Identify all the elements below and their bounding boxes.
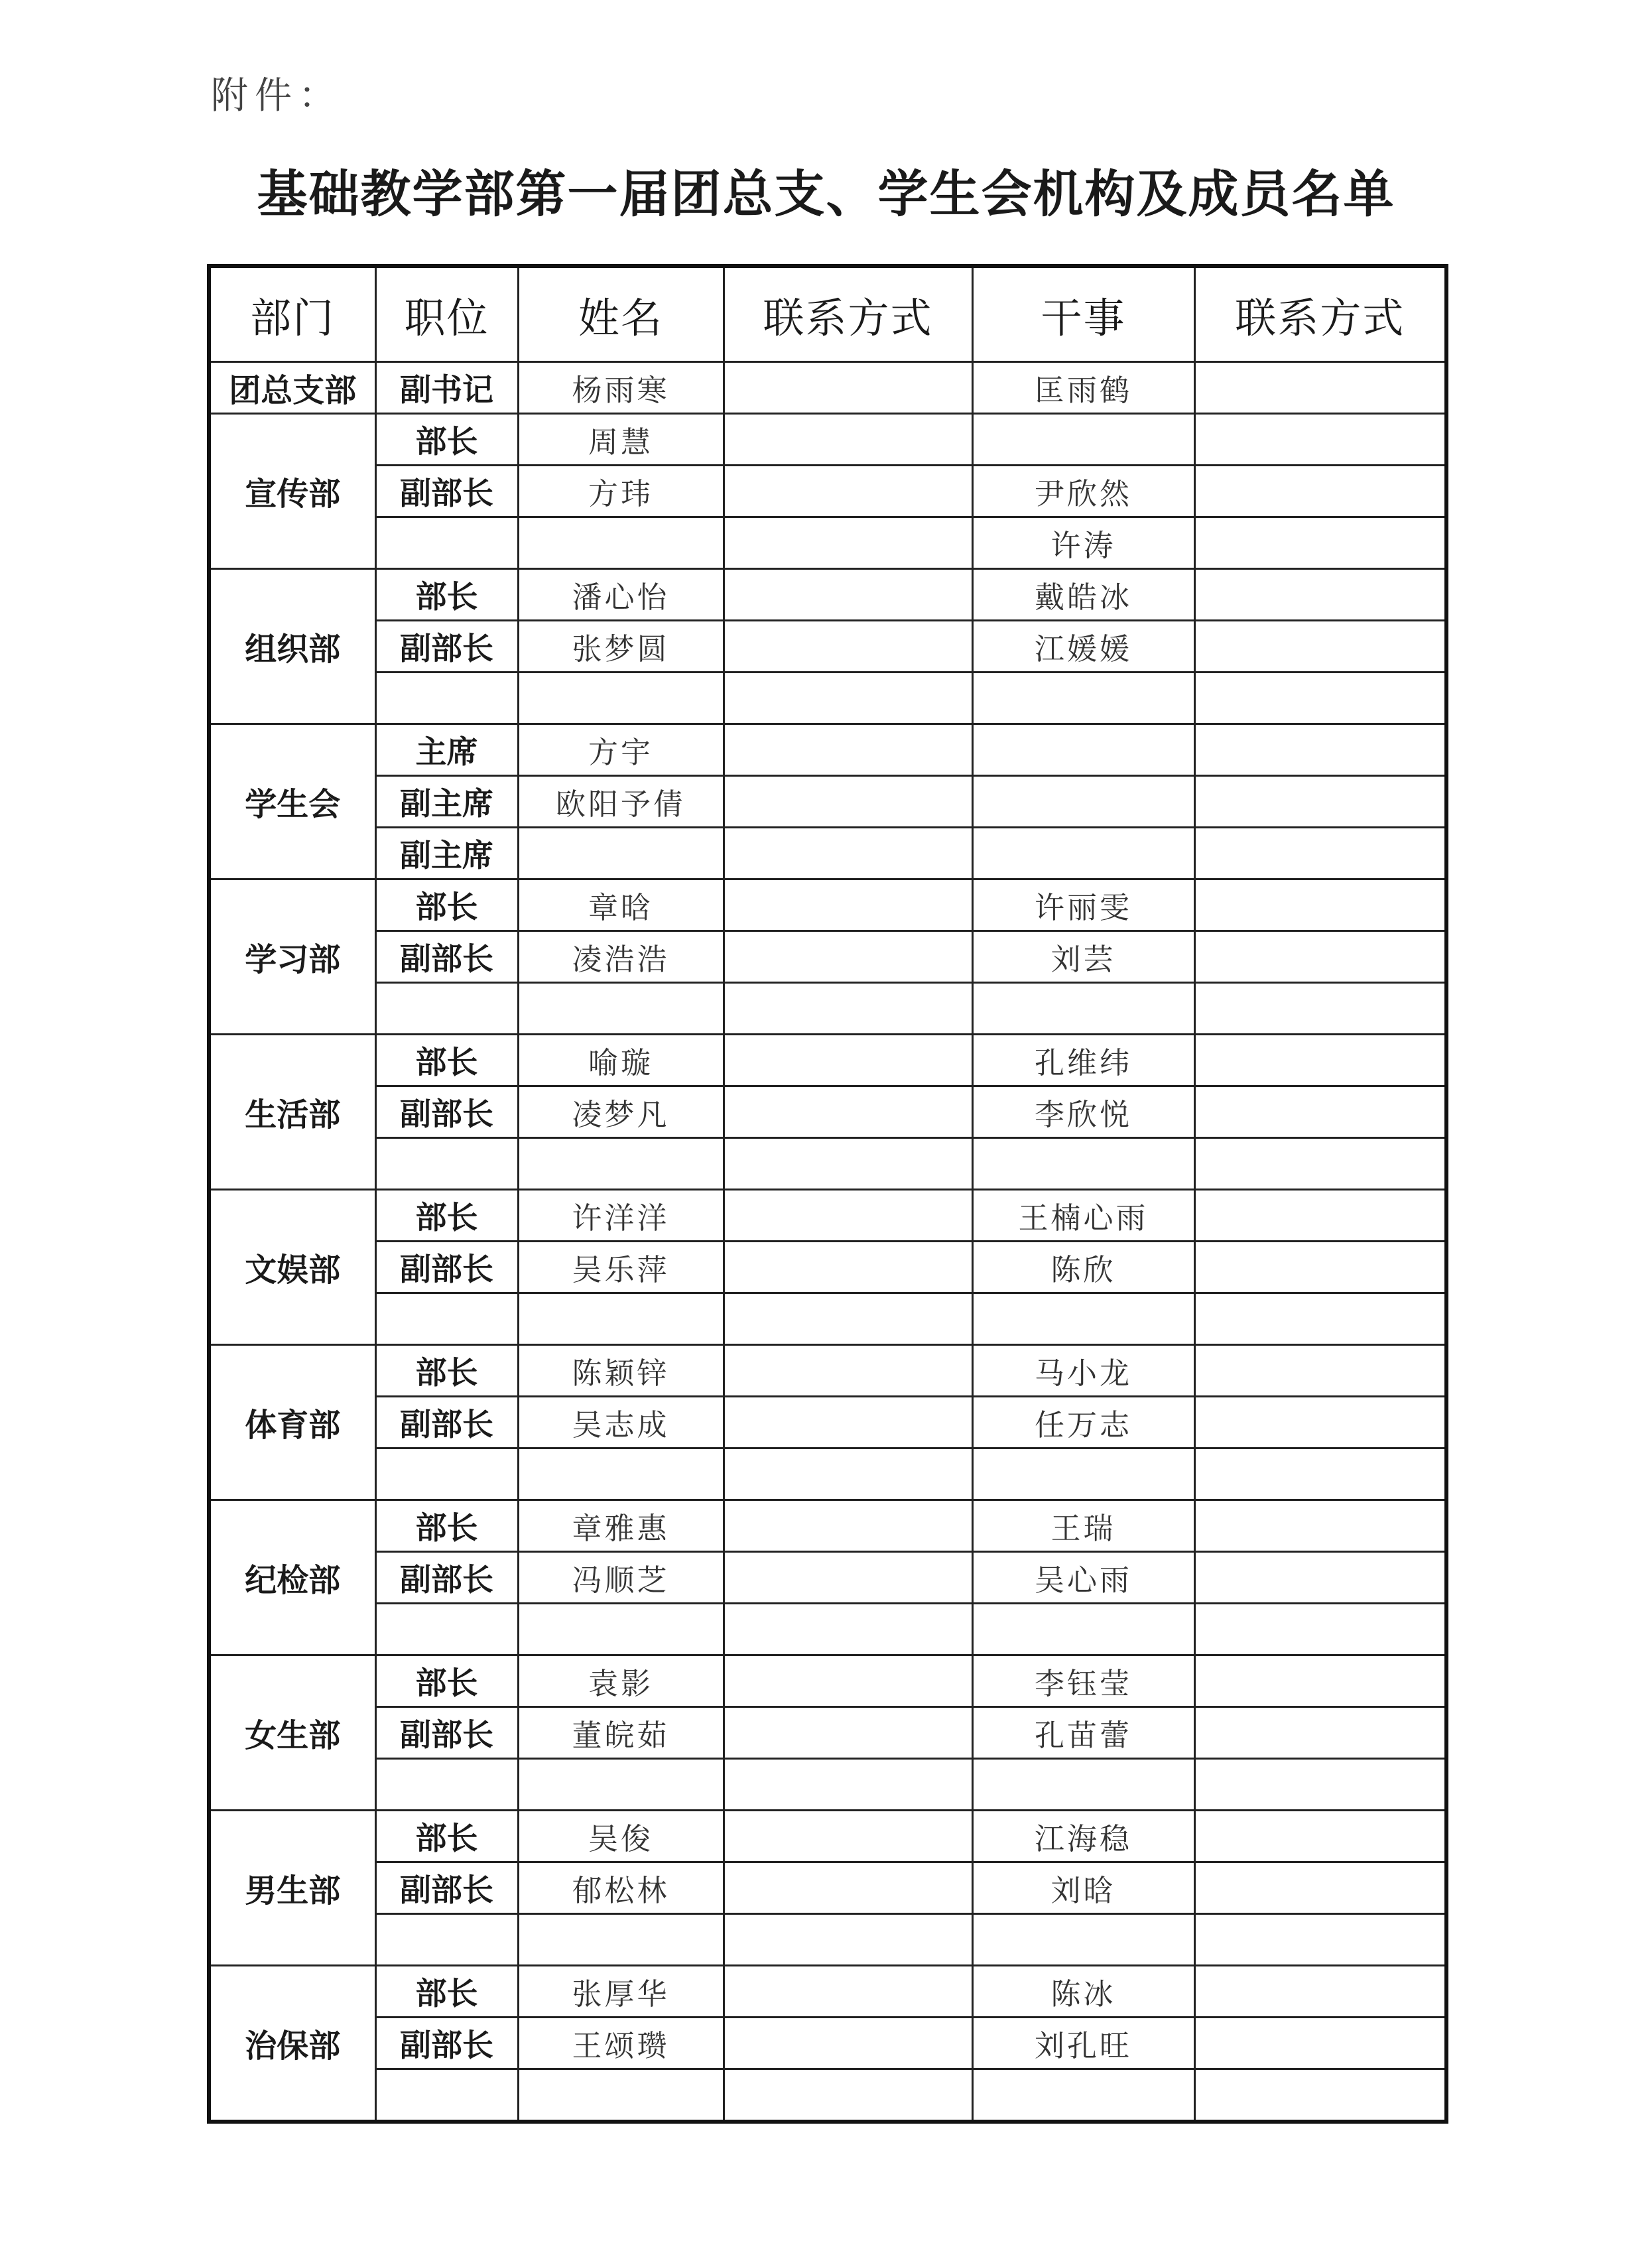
department-name: 学习部 bbox=[209, 879, 375, 1035]
contact-cell bbox=[724, 1448, 972, 1500]
table-row bbox=[209, 2018, 1446, 2069]
name-cell: 张梦圆 bbox=[518, 621, 724, 673]
department-name: 学生会 bbox=[209, 724, 375, 879]
table-row bbox=[209, 1811, 1446, 1862]
officer-contact-cell bbox=[1194, 1862, 1446, 1914]
contact-cell bbox=[724, 1604, 972, 1655]
name-cell: 周慧 bbox=[518, 414, 724, 466]
contact-cell bbox=[724, 621, 972, 673]
position-cell bbox=[375, 1448, 518, 1500]
officer-contact-cell bbox=[1194, 1811, 1446, 1862]
position-cell: 部长 bbox=[375, 414, 518, 466]
table-row bbox=[209, 673, 1446, 724]
officer-cell: 孔苗蕾 bbox=[972, 1707, 1194, 1759]
officer-contact-cell bbox=[1194, 1190, 1446, 1242]
officer-cell bbox=[972, 776, 1194, 828]
officer-contact-cell bbox=[1194, 1552, 1446, 1604]
name-cell: 方宇 bbox=[518, 724, 724, 776]
name-cell: 方玮 bbox=[518, 466, 724, 517]
officer-cell: 孔维纬 bbox=[972, 1035, 1194, 1086]
department-name: 女生部 bbox=[209, 1655, 375, 1811]
contact-cell bbox=[724, 2069, 972, 2122]
position-cell: 部长 bbox=[375, 1345, 518, 1397]
officer-contact-cell bbox=[1194, 569, 1446, 621]
table-row bbox=[209, 1759, 1446, 1811]
header-contact: 联系方式 bbox=[724, 266, 972, 362]
position-cell: 副部长 bbox=[375, 1862, 518, 1914]
department-name: 宣传部 bbox=[209, 414, 375, 569]
officer-contact-cell bbox=[1194, 1293, 1446, 1345]
contact-cell bbox=[724, 1707, 972, 1759]
position-cell bbox=[375, 517, 518, 569]
contact-cell bbox=[724, 1397, 972, 1448]
table-row bbox=[209, 517, 1446, 569]
contact-cell bbox=[724, 362, 972, 414]
officer-contact-cell bbox=[1194, 466, 1446, 517]
officer-cell bbox=[972, 2069, 1194, 2122]
department-name: 团总支部 bbox=[209, 362, 375, 414]
officer-cell: 戴皓冰 bbox=[972, 569, 1194, 621]
position-cell: 部长 bbox=[375, 1655, 518, 1707]
table-row bbox=[209, 1966, 1446, 2018]
position-cell: 副部长 bbox=[375, 1707, 518, 1759]
position-cell: 副书记 bbox=[375, 362, 518, 414]
officer-contact-cell bbox=[1194, 1966, 1446, 2018]
contact-cell bbox=[724, 1035, 972, 1086]
header-department: 部门 bbox=[209, 266, 375, 362]
name-cell bbox=[518, 2069, 724, 2122]
header-position: 职位 bbox=[375, 266, 518, 362]
position-cell: 副部长 bbox=[375, 1086, 518, 1138]
name-cell bbox=[518, 1914, 724, 1966]
name-cell: 欧阳予倩 bbox=[518, 776, 724, 828]
header-row bbox=[209, 266, 1446, 362]
contact-cell bbox=[724, 569, 972, 621]
officer-contact-cell bbox=[1194, 1345, 1446, 1397]
contact-cell bbox=[724, 1655, 972, 1707]
officer-contact-cell bbox=[1194, 1604, 1446, 1655]
officer-contact-cell bbox=[1194, 1397, 1446, 1448]
officer-contact-cell bbox=[1194, 931, 1446, 983]
position-cell: 部长 bbox=[375, 879, 518, 931]
table-row bbox=[209, 724, 1446, 776]
officer-contact-cell bbox=[1194, 1448, 1446, 1500]
position-cell: 副部长 bbox=[375, 1552, 518, 1604]
table-row bbox=[209, 1914, 1446, 1966]
position-cell: 副部长 bbox=[375, 2018, 518, 2069]
table-row bbox=[209, 1138, 1446, 1190]
position-cell: 部长 bbox=[375, 1811, 518, 1862]
department-name: 治保部 bbox=[209, 1966, 375, 2122]
officer-contact-cell bbox=[1194, 724, 1446, 776]
position-cell bbox=[375, 673, 518, 724]
contact-cell bbox=[724, 1862, 972, 1914]
officer-cell bbox=[972, 673, 1194, 724]
contact-cell bbox=[724, 414, 972, 466]
table-row bbox=[209, 931, 1446, 983]
department-name: 组织部 bbox=[209, 569, 375, 724]
table-row bbox=[209, 621, 1446, 673]
table-row bbox=[209, 1086, 1446, 1138]
position-cell: 部长 bbox=[375, 1190, 518, 1242]
table-row bbox=[209, 1500, 1446, 1552]
table-row bbox=[209, 1190, 1446, 1242]
officer-cell bbox=[972, 414, 1194, 466]
name-cell: 吴乐萍 bbox=[518, 1242, 724, 1293]
contact-cell bbox=[724, 1500, 972, 1552]
position-cell: 部长 bbox=[375, 569, 518, 621]
attachment-label: 附件： bbox=[211, 74, 342, 117]
name-cell: 董皖茹 bbox=[518, 1707, 724, 1759]
contact-cell bbox=[724, 983, 972, 1035]
contact-cell bbox=[724, 724, 972, 776]
name-cell: 杨雨寒 bbox=[518, 362, 724, 414]
contact-cell bbox=[724, 1293, 972, 1345]
officer-cell: 陈欣 bbox=[972, 1242, 1194, 1293]
officer-contact-cell bbox=[1194, 1242, 1446, 1293]
officer-contact-cell bbox=[1194, 879, 1446, 931]
officer-contact-cell bbox=[1194, 1035, 1446, 1086]
position-cell bbox=[375, 1759, 518, 1811]
name-cell bbox=[518, 673, 724, 724]
contact-cell bbox=[724, 776, 972, 828]
name-cell: 袁影 bbox=[518, 1655, 724, 1707]
officer-contact-cell bbox=[1194, 673, 1446, 724]
name-cell bbox=[518, 1759, 724, 1811]
officer-contact-cell bbox=[1194, 2069, 1446, 2122]
header-officer: 干事 bbox=[972, 266, 1194, 362]
officer-contact-cell bbox=[1194, 1500, 1446, 1552]
officer-cell: 李钰莹 bbox=[972, 1655, 1194, 1707]
department-name: 纪检部 bbox=[209, 1500, 375, 1655]
officer-cell: 任万志 bbox=[972, 1397, 1194, 1448]
contact-cell bbox=[724, 1811, 972, 1862]
name-cell: 吴俊 bbox=[518, 1811, 724, 1862]
officer-cell bbox=[972, 1448, 1194, 1500]
officer-cell: 匡雨鹤 bbox=[972, 362, 1194, 414]
name-cell bbox=[518, 828, 724, 879]
contact-cell bbox=[724, 1242, 972, 1293]
table-row bbox=[209, 1293, 1446, 1345]
officer-cell: 许丽雯 bbox=[972, 879, 1194, 931]
contact-cell bbox=[724, 1759, 972, 1811]
name-cell bbox=[518, 1448, 724, 1500]
position-cell: 副部长 bbox=[375, 621, 518, 673]
contact-cell bbox=[724, 1345, 972, 1397]
contact-cell bbox=[724, 879, 972, 931]
table-row bbox=[209, 1448, 1446, 1500]
officer-contact-cell bbox=[1194, 414, 1446, 466]
contact-cell bbox=[724, 1086, 972, 1138]
officer-contact-cell bbox=[1194, 621, 1446, 673]
name-cell: 王颂瓒 bbox=[518, 2018, 724, 2069]
table-row bbox=[209, 414, 1446, 466]
department-name: 文娱部 bbox=[209, 1190, 375, 1345]
position-cell bbox=[375, 1604, 518, 1655]
officer-cell bbox=[972, 1604, 1194, 1655]
officer-cell bbox=[972, 724, 1194, 776]
officer-cell bbox=[972, 828, 1194, 879]
name-cell bbox=[518, 1293, 724, 1345]
department-name: 男生部 bbox=[209, 1811, 375, 1966]
position-cell: 副主席 bbox=[375, 776, 518, 828]
officer-cell: 刘芸 bbox=[972, 931, 1194, 983]
table-row bbox=[209, 1552, 1446, 1604]
name-cell: 许洋洋 bbox=[518, 1190, 724, 1242]
contact-cell bbox=[724, 466, 972, 517]
table-row bbox=[209, 1862, 1446, 1914]
table-row bbox=[209, 828, 1446, 879]
contact-cell bbox=[724, 1966, 972, 2018]
officer-contact-cell bbox=[1194, 362, 1446, 414]
header-officer-contact: 联系方式 bbox=[1194, 266, 1446, 362]
officer-cell: 陈冰 bbox=[972, 1966, 1194, 2018]
officer-cell: 吴心雨 bbox=[972, 1552, 1194, 1604]
name-cell: 凌梦凡 bbox=[518, 1086, 724, 1138]
contact-cell bbox=[724, 1138, 972, 1190]
officer-contact-cell bbox=[1194, 983, 1446, 1035]
position-cell: 主席 bbox=[375, 724, 518, 776]
name-cell: 郁松林 bbox=[518, 1862, 724, 1914]
position-cell: 副部长 bbox=[375, 931, 518, 983]
position-cell bbox=[375, 2069, 518, 2122]
officer-cell: 许涛 bbox=[972, 517, 1194, 569]
table-row bbox=[209, 1035, 1446, 1086]
name-cell: 章晗 bbox=[518, 879, 724, 931]
officer-cell: 江媛媛 bbox=[972, 621, 1194, 673]
contact-cell bbox=[724, 1552, 972, 1604]
department-name: 生活部 bbox=[209, 1035, 375, 1190]
contact-cell bbox=[724, 828, 972, 879]
name-cell bbox=[518, 1604, 724, 1655]
name-cell bbox=[518, 983, 724, 1035]
contact-cell bbox=[724, 517, 972, 569]
officer-cell: 王瑞 bbox=[972, 1500, 1194, 1552]
name-cell: 张厚华 bbox=[518, 1966, 724, 2018]
name-cell: 章雅惠 bbox=[518, 1500, 724, 1552]
officer-cell bbox=[972, 1138, 1194, 1190]
officer-contact-cell bbox=[1194, 776, 1446, 828]
name-cell: 喻璇 bbox=[518, 1035, 724, 1086]
officer-contact-cell bbox=[1194, 1138, 1446, 1190]
department-name: 体育部 bbox=[209, 1345, 375, 1500]
position-cell: 副部长 bbox=[375, 1242, 518, 1293]
table-row bbox=[209, 1707, 1446, 1759]
name-cell bbox=[518, 517, 724, 569]
table-row bbox=[209, 2069, 1446, 2122]
officer-cell bbox=[972, 1914, 1194, 1966]
name-cell bbox=[518, 1138, 724, 1190]
officer-cell: 刘晗 bbox=[972, 1862, 1194, 1914]
name-cell: 冯顺芝 bbox=[518, 1552, 724, 1604]
position-cell: 副主席 bbox=[375, 828, 518, 879]
table-row bbox=[209, 569, 1446, 621]
table-row bbox=[209, 362, 1446, 414]
table-row bbox=[209, 1345, 1446, 1397]
contact-cell bbox=[724, 931, 972, 983]
table-row bbox=[209, 1604, 1446, 1655]
position-cell: 副部长 bbox=[375, 1397, 518, 1448]
position-cell bbox=[375, 1138, 518, 1190]
position-cell bbox=[375, 983, 518, 1035]
name-cell: 陈颖锌 bbox=[518, 1345, 724, 1397]
officer-contact-cell bbox=[1194, 1759, 1446, 1811]
contact-cell bbox=[724, 1190, 972, 1242]
officer-cell: 刘孔旺 bbox=[972, 2018, 1194, 2069]
table-row bbox=[209, 983, 1446, 1035]
header-name: 姓名 bbox=[518, 266, 724, 362]
officer-cell bbox=[972, 983, 1194, 1035]
table-row bbox=[209, 1397, 1446, 1448]
officer-cell: 马小龙 bbox=[972, 1345, 1194, 1397]
page-title: 基础教学部第一届团总支、学生会机构及成员名单 bbox=[257, 164, 1395, 224]
officer-cell bbox=[972, 1759, 1194, 1811]
contact-cell bbox=[724, 673, 972, 724]
officer-cell: 江海稳 bbox=[972, 1811, 1194, 1862]
table-row bbox=[209, 1655, 1446, 1707]
officer-contact-cell bbox=[1194, 517, 1446, 569]
table-row bbox=[209, 879, 1446, 931]
position-cell: 部长 bbox=[375, 1966, 518, 2018]
contact-cell bbox=[724, 2018, 972, 2069]
officer-contact-cell bbox=[1194, 1086, 1446, 1138]
roster-table bbox=[207, 264, 1448, 2124]
name-cell: 吴志成 bbox=[518, 1397, 724, 1448]
officer-contact-cell bbox=[1194, 828, 1446, 879]
table-row bbox=[209, 776, 1446, 828]
roster-body bbox=[209, 362, 1446, 2122]
name-cell: 潘心怡 bbox=[518, 569, 724, 621]
officer-contact-cell bbox=[1194, 2018, 1446, 2069]
officer-contact-cell bbox=[1194, 1914, 1446, 1966]
position-cell: 部长 bbox=[375, 1500, 518, 1552]
position-cell: 部长 bbox=[375, 1035, 518, 1086]
officer-cell: 尹欣然 bbox=[972, 466, 1194, 517]
officer-contact-cell bbox=[1194, 1707, 1446, 1759]
table-row bbox=[209, 1242, 1446, 1293]
officer-cell bbox=[972, 1293, 1194, 1345]
table-row bbox=[209, 466, 1446, 517]
position-cell bbox=[375, 1914, 518, 1966]
contact-cell bbox=[724, 1914, 972, 1966]
position-cell: 副部长 bbox=[375, 466, 518, 517]
name-cell: 凌浩浩 bbox=[518, 931, 724, 983]
position-cell bbox=[375, 1293, 518, 1345]
officer-cell: 王楠心雨 bbox=[972, 1190, 1194, 1242]
officer-cell: 李欣悦 bbox=[972, 1086, 1194, 1138]
officer-contact-cell bbox=[1194, 1655, 1446, 1707]
